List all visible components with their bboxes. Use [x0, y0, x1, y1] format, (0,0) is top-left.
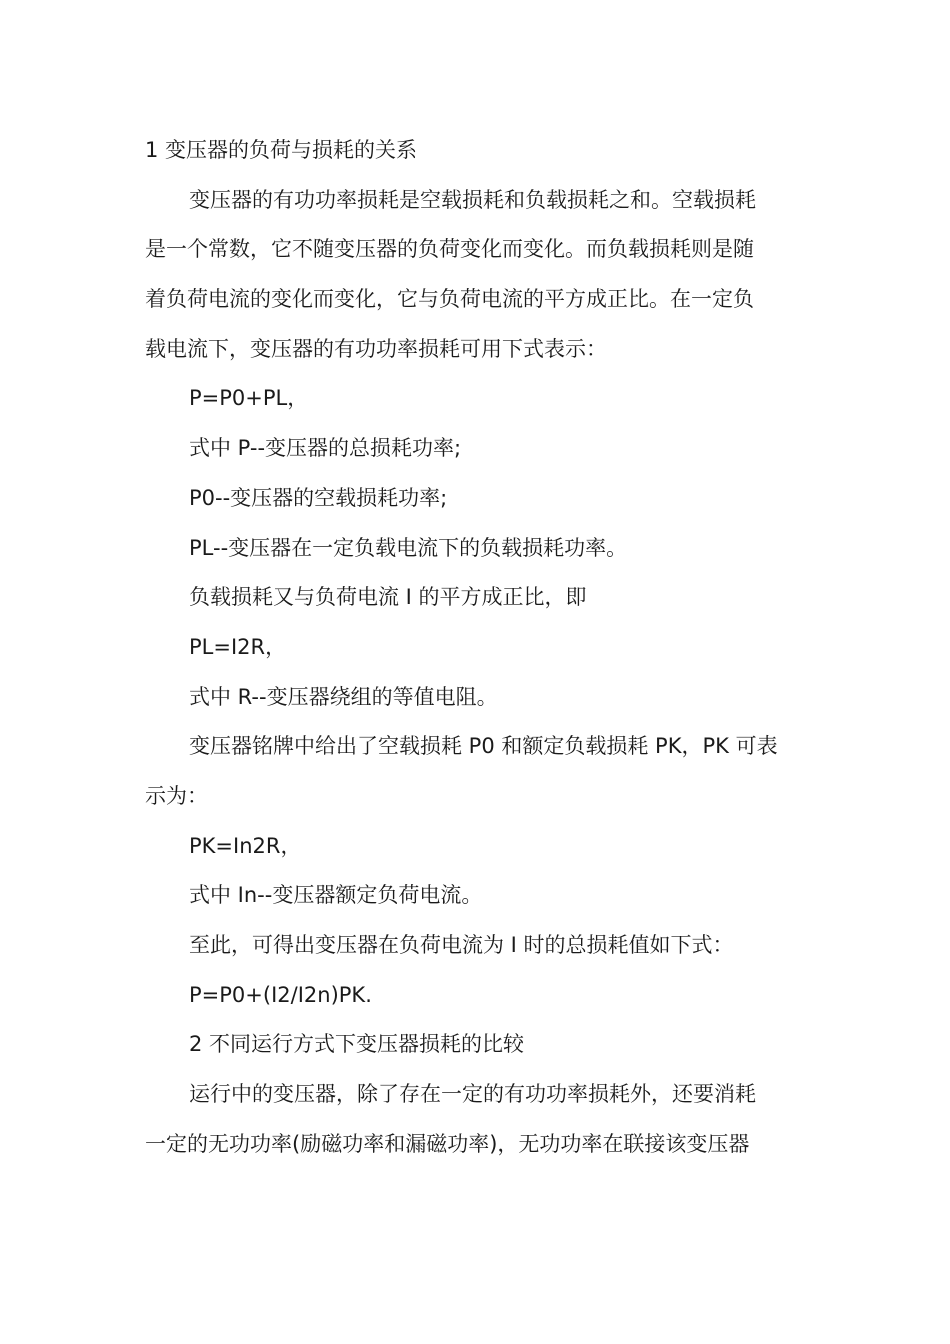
definition-line: 式中 R--变压器绕组的等值电阻。: [189, 684, 498, 709]
paragraph-line: 运行中的变压器，除了存在一定的有功功率损耗外，还要消耗: [189, 1082, 756, 1107]
paragraph-line: 负载损耗又与负荷电流 I 的平方成正比，即: [189, 585, 587, 610]
paragraph-line: 一定的无功功率(励磁功率和漏磁功率)，无功功率在联接该变压器: [145, 1131, 750, 1156]
formula-line: P=P0+PL，: [189, 386, 309, 411]
section-heading-2: 2 不同运行方式下变压器损耗的比较: [189, 1032, 525, 1057]
formula-line: PK=In2R，: [189, 833, 302, 858]
paragraph-line: 变压器铭牌中给出了空载损耗 P0 和额定负载损耗 PK，PK 可表: [189, 734, 778, 759]
paragraph-line: 示为：: [145, 783, 208, 808]
definition-line: PL--变压器在一定负载电流下的负载损耗功率。: [189, 535, 628, 560]
formula-line: P=P0+(I2/I2n)PK.: [189, 982, 372, 1007]
paragraph-line: 变压器的有功功率损耗是空载损耗和负载损耗之和。空载损耗: [189, 187, 756, 212]
formula-line: PL=I2R，: [189, 634, 287, 659]
definition-line: 式中 In--变压器额定负荷电流。: [189, 883, 483, 908]
definition-line: 式中 P--变压器的总损耗功率;: [189, 436, 462, 461]
paragraph-line: 是一个常数，它不随变压器的负荷变化而变化。而负载损耗则是随: [145, 237, 754, 262]
document-body: [145, 126, 810, 1169]
paragraph-line: 至此，可得出变压器在负荷电流为 I 时的总损耗值如下式：: [189, 933, 734, 957]
paragraph-line: 载电流下，变压器的有功功率损耗可用下式表示：: [145, 336, 607, 361]
section-heading-1: 1 变压器的负荷与损耗的关系: [145, 138, 418, 162]
definition-line: P0--变压器的空载损耗功率;: [189, 485, 448, 510]
paragraph-line: 着负荷电流的变化而变化，它与负荷电流的平方成正比。在一定负: [145, 287, 754, 312]
